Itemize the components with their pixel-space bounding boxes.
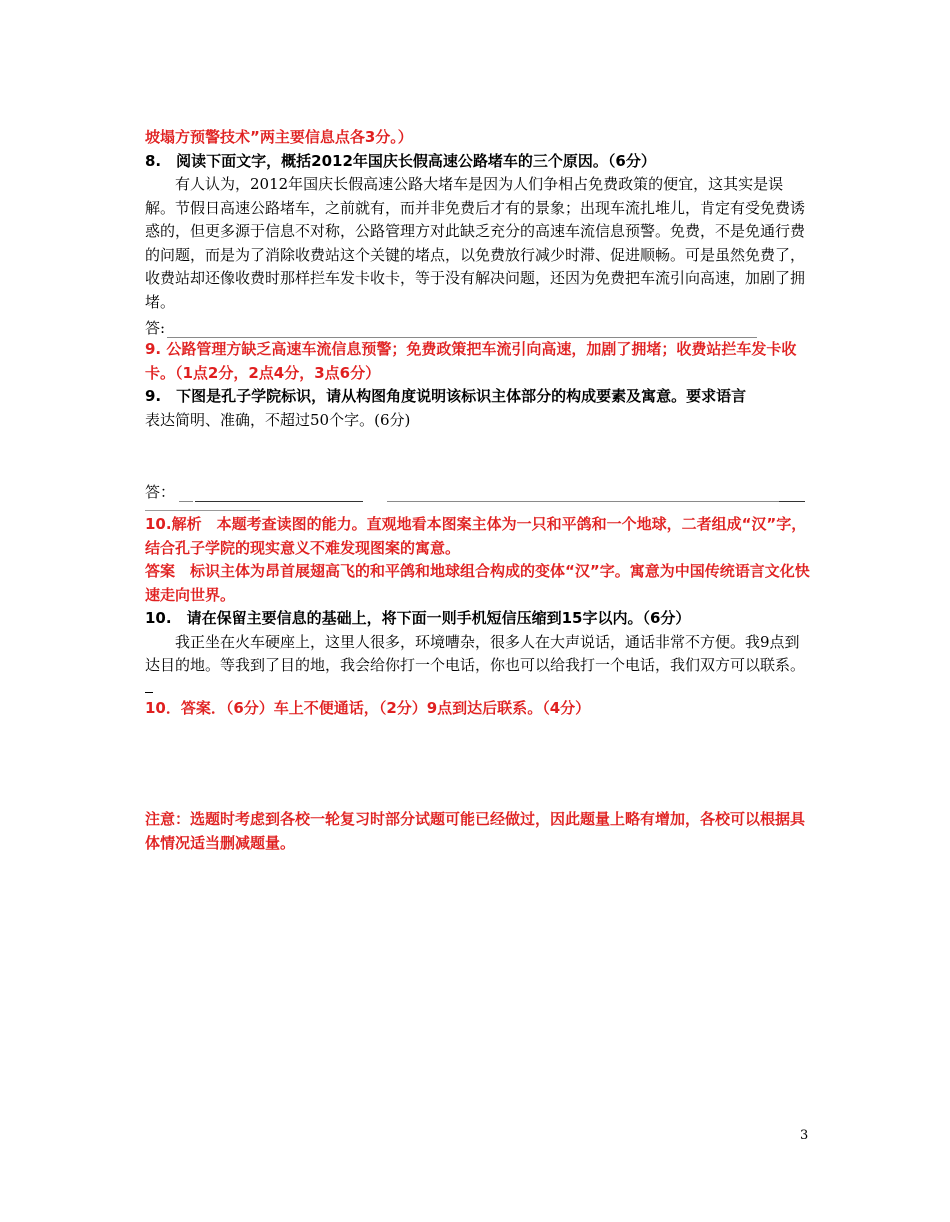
- question-8-answer: 9. 公路管理方缺乏高速车流信息预警；免费政策把车流引向高速，加剧了拥堵；收费站拦车发卡收卡。（1点2分，2点4分，3点6分）: [145, 340, 797, 382]
- question-9-answer: 答案 标识主体为昂首展翅高飞的和平鸽和地球组合构成的变体“汉”字。寓意为中国传统语言文化快速走向世界。: [145, 562, 810, 604]
- question-10-passage: 我正坐在火车硬座上，这里人很多，环境嘈杂，很多人在大声说话，通话非常不方便。我9点到达目的地。等我到了目的地，我会给你打一个电话，你也可以给我打一个电话，我们双方可以联系。: [145, 632, 806, 674]
- question-8-passage: 有人认为，2012年国庆长假高速公路大堵车是因为人们争相占免费政策的便宜，这其实是误解。节假日高速公路堵车，之前就有，而并非免费后才有的景象；出现车流扎堆儿，肯定有受免费诱惑的，但更多源于信息不对称，公路管理方对此缺乏充分的高速车流信息预警。免费，不是免通行费的问题，而是为了消除收费站这个关键的堵点，以免费放行减少时滞、促进顺畅。可是虽然免费了，收费站却还像收费时那样拦车发卡收卡，等于没有解决问题，还因为免费把车流引向高速，加剧了拥堵。: [145, 175, 806, 311]
- question-10-title: 10. 请在保留主要信息的基础上，将下面一则手机短信压缩到15字以内。（6分）: [145, 609, 691, 627]
- answer-rule-1: [195, 485, 363, 502]
- answer-rule-3: [779, 485, 805, 502]
- question-10-answer: 10．答案．（6分）车上不便通话，（2分）9点到达后联系。（4分）: [145, 698, 591, 717]
- editor-note: 注意：选题时考虑到各校一轮复习时部分试题可能已经做过，因此题量上略有增加，各校可以根据具体情况适当删减题量。: [145, 810, 806, 852]
- question-9-title: 9. 下图是孔子学院标识，请从构图角度说明该标识主体部分的构成要素及寓意。要求语言: [145, 387, 747, 405]
- answer-label: 答：: [145, 483, 176, 501]
- answer-rule-short: [145, 678, 153, 693]
- spacer: [145, 720, 810, 808]
- answer-rule-2: [387, 485, 779, 502]
- prev-answer-tail: 坡塌方预警技术”两主要信息点各3分。）: [145, 128, 413, 146]
- question-9-title-cont: 表达简明、准确，不超过50个字。(6分): [145, 410, 411, 429]
- answer-rule-4: [145, 510, 260, 511]
- question-8-title: 8. 阅读下面文字，概括2012年国庆长假高速公路堵车的三个原因。（6分）: [145, 151, 656, 170]
- question-8-answer-line: [145, 314, 810, 338]
- question-9-answer-line: [145, 478, 810, 502]
- page-content: [145, 126, 810, 855]
- page-number: 3: [800, 1128, 809, 1143]
- answer-rule-lead: [179, 485, 193, 502]
- question-9-analysis: 10.解析 本题考查读图的能力。直观地看本图案主体为一只和平鸽和一个地球，二者组成“汉”字，结合孔子学院的现实意义不难发现图案的寓意。: [145, 515, 807, 557]
- answer-label: 答:: [145, 319, 166, 337]
- image-gap: [145, 432, 810, 478]
- answer-rule: [167, 321, 757, 338]
